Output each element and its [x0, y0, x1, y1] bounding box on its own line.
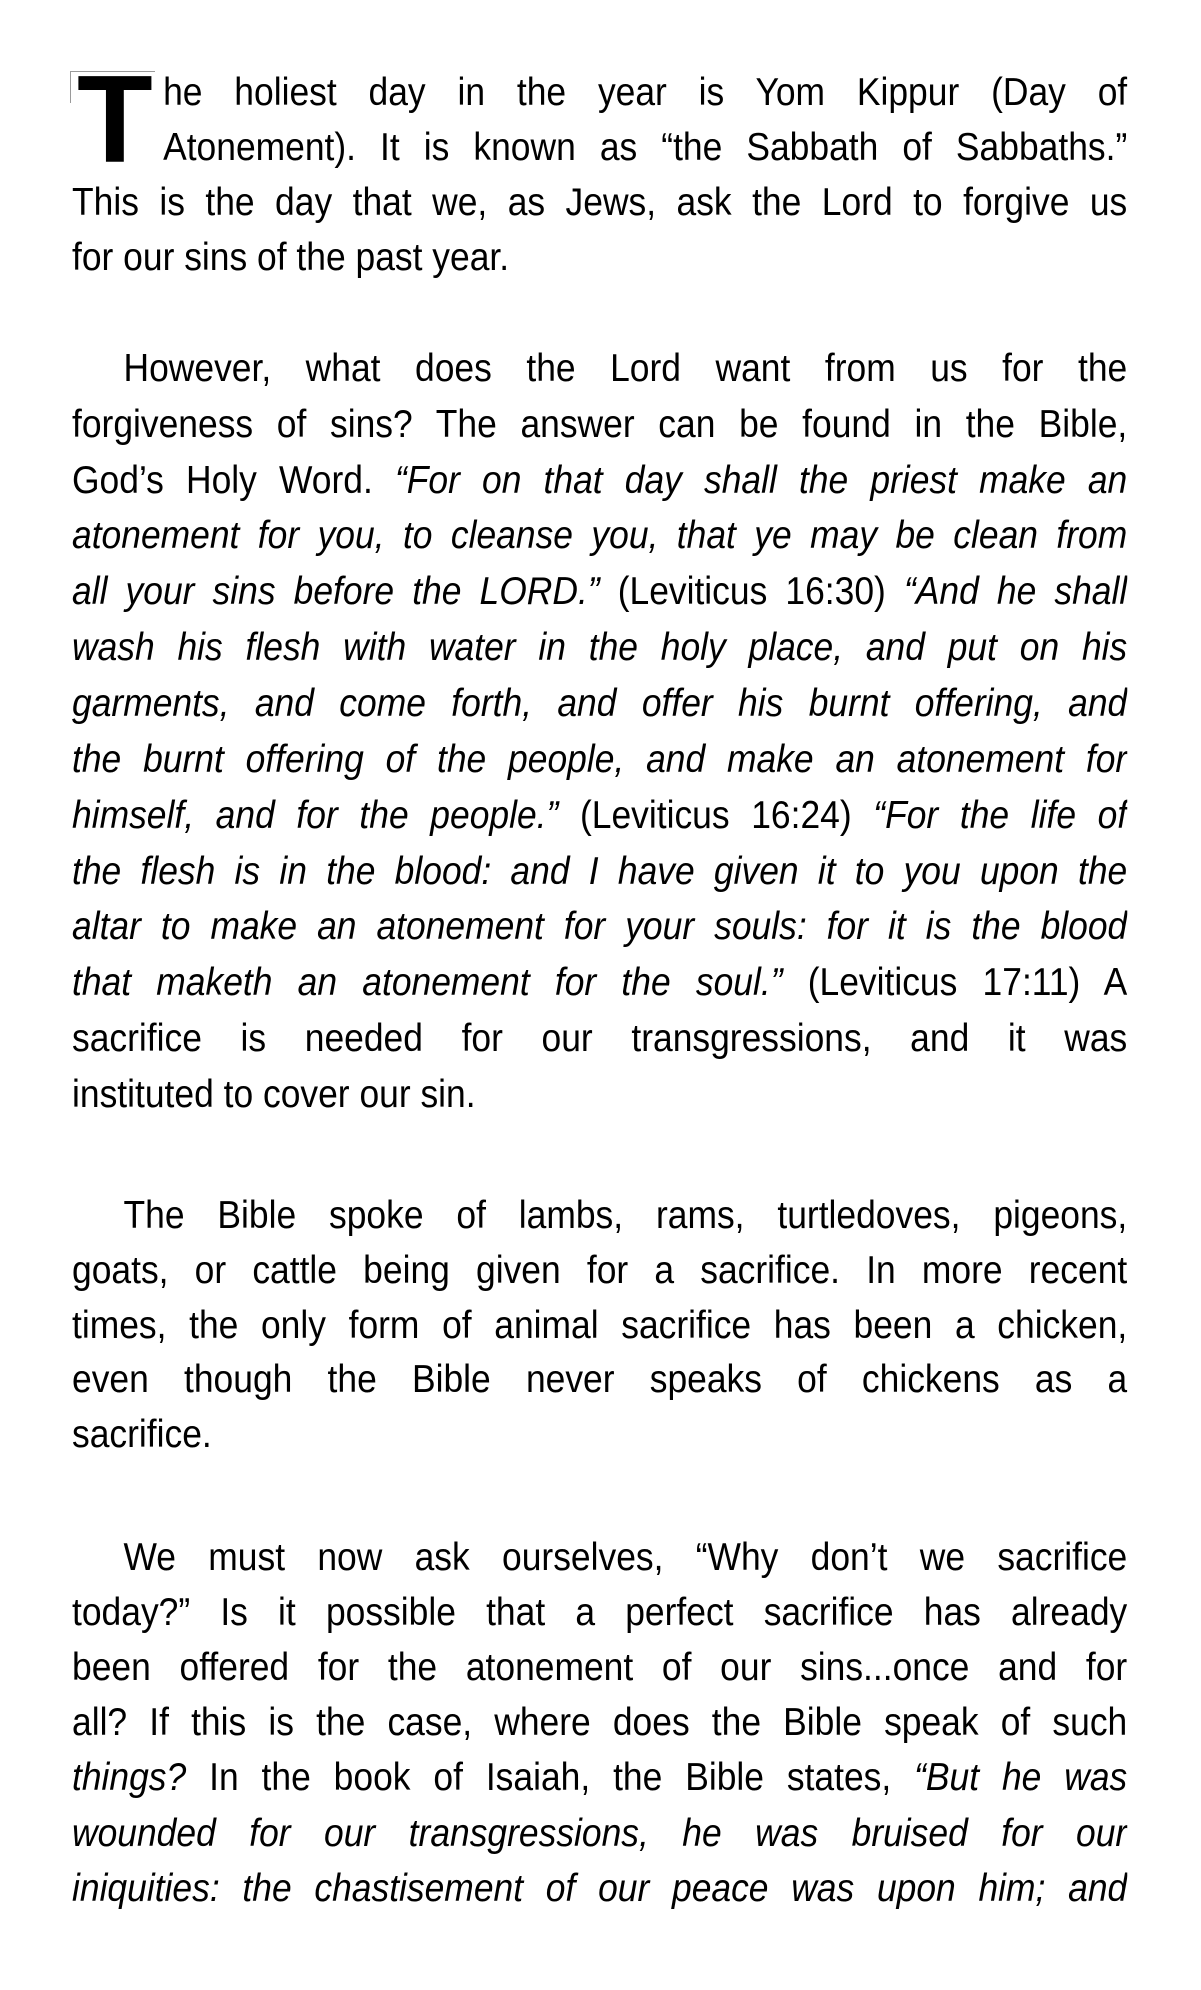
drop-cap: T — [77, 51, 153, 189]
body-text: Atonement). It is known as “the Sabbath of Sabbaths.” — [163, 125, 1128, 169]
body-text: This is the day that we, as Jews, ask the Lord to forgive us — [72, 180, 1128, 224]
body-text: The Bible spoke of lambs, rams, turtledoves, pigeons, — [123, 1194, 1128, 1238]
paragraph-perfect-sacrifice — [72, 1530, 1127, 1916]
text-line — [72, 564, 1127, 620]
body-text: been offered for the atonement of our sins...once and for — [72, 1646, 1128, 1690]
scripture-quote-text: all your sins before the LORD.” — [72, 570, 600, 614]
scripture-quote-text: “For on that day shall the priest make an — [394, 458, 1128, 502]
text-line — [72, 1695, 1127, 1750]
text-line — [72, 620, 1127, 676]
text-line — [72, 1750, 1127, 1805]
text-line — [72, 1640, 1127, 1695]
body-text: (Leviticus 16:24) — [558, 793, 874, 837]
text-line — [72, 1861, 1127, 1916]
scripture-quote-text: wash his flesh with water in the holy place, and put on his — [72, 626, 1128, 670]
text-line — [72, 175, 1127, 230]
text-line — [72, 788, 1127, 844]
text-line — [72, 1353, 1127, 1408]
paragraph-forgiveness-of-sins — [72, 341, 1127, 1123]
text-line — [72, 230, 1127, 285]
body-text: In the book of Isaiah, the Bible states, — [186, 1756, 915, 1800]
text-line — [72, 341, 1127, 397]
scripture-quote-text: “And he shall — [903, 570, 1128, 614]
scripture-quote-text: “But he was — [914, 1756, 1128, 1800]
text-line — [72, 1244, 1127, 1299]
body-text: today?” Is it possible that a perfect sacrifice has already — [72, 1590, 1128, 1634]
scripture-quote-text: the burnt offering of the people, and make an atonement for — [72, 737, 1128, 781]
scripture-quote-text: wounded for our transgressions, he was bruised for our — [72, 1811, 1128, 1855]
scripture-quote-text: garments, and come forth, and offer his burnt offering, and — [72, 681, 1128, 725]
text-line — [72, 1530, 1127, 1585]
text-line — [72, 508, 1127, 564]
text-column — [72, 0, 1127, 1990]
scripture-quote-text: atonement for you, to cleanse you, that ye may be clean from — [72, 514, 1128, 558]
scripture-quote-text: that maketh an atonement for the soul.” — [72, 961, 783, 1005]
body-text: for our sins of the past year. — [72, 235, 510, 279]
text-line — [72, 1011, 1127, 1067]
text-line — [72, 453, 1127, 509]
body-text: he holiest day in the year is Yom Kippur (Day of — [163, 70, 1128, 114]
text-line — [72, 1189, 1127, 1244]
paragraph-animal-sacrifice — [72, 1189, 1127, 1462]
text-line — [72, 899, 1127, 955]
body-text: God’s Holy Word. — [72, 458, 395, 502]
body-text: even though the Bible never speaks of chickens as a — [72, 1358, 1128, 1402]
text-line — [72, 1067, 1127, 1123]
text-line — [72, 65, 1127, 120]
scripture-quote-text: “For the life of — [873, 793, 1128, 837]
scripture-quote-text: things? — [72, 1756, 187, 1800]
body-text: (Leviticus 17:11) A — [782, 961, 1128, 1005]
paragraph-yom-kippur-intro — [72, 65, 1127, 285]
scripture-quote-text: himself, and for the people.” — [72, 793, 559, 837]
scripture-quote-text: the flesh is in the blood: and I have given it to you upon the — [72, 849, 1128, 893]
body-text: instituted to cover our sin. — [72, 1072, 476, 1116]
scripture-quote-text: altar to make an atonement for your souls: for it is the blood — [72, 905, 1128, 949]
text-line — [72, 1408, 1127, 1463]
body-text: However, what does the Lord want from us for the — [123, 346, 1128, 390]
body-text: (Leviticus 16:30) — [599, 570, 904, 614]
body-text: times, the only form of animal sacrifice has been a chicken, — [72, 1303, 1128, 1347]
text-line — [72, 955, 1127, 1011]
text-line — [72, 1806, 1127, 1861]
body-text: forgiveness of sins? The answer can be found in the Bible, — [72, 402, 1128, 446]
text-line — [72, 676, 1127, 732]
body-text: sacrifice is needed for our transgressions, and it was — [72, 1017, 1128, 1061]
body-text: sacrifice. — [72, 1412, 212, 1456]
body-text: all? If this is the case, where does the Bible speak of such — [72, 1701, 1128, 1745]
text-line — [72, 1585, 1127, 1640]
text-line — [72, 732, 1127, 788]
text-line — [72, 844, 1127, 900]
text-line — [72, 120, 1127, 175]
scripture-quote-text: iniquities: the chastisement of our peace was upon him; and — [72, 1866, 1128, 1910]
text-line — [72, 397, 1127, 453]
text-line — [72, 1299, 1127, 1354]
body-text: goats, or cattle being given for a sacrifice. In more recent — [72, 1248, 1128, 1292]
body-text: We must now ask ourselves, “Why don’t we sacrifice — [123, 1535, 1128, 1579]
